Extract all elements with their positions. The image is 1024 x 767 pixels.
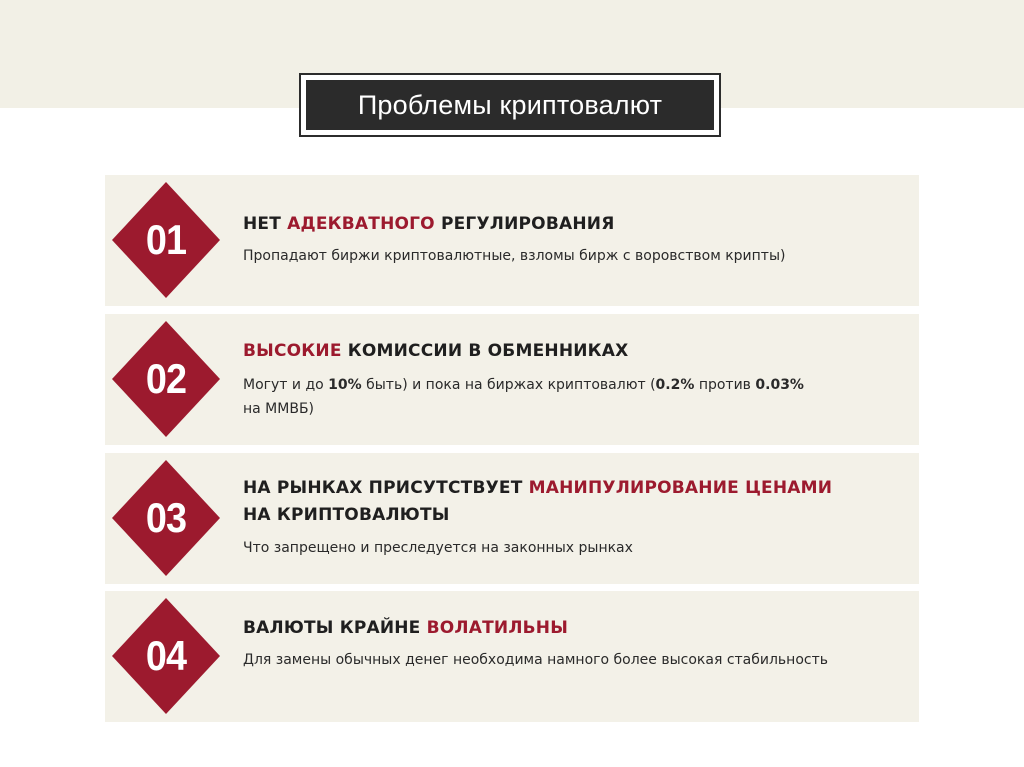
card-body bbox=[243, 475, 911, 560]
card-body bbox=[243, 615, 911, 672]
headline-accent: ВЫСОКИЕ bbox=[243, 341, 342, 361]
desc-text: быть) и пока на биржах криптовалют ( bbox=[361, 377, 656, 393]
badge-number: 01 bbox=[145, 216, 187, 263]
problem-card-3 bbox=[105, 453, 919, 584]
number-badge bbox=[111, 597, 221, 715]
headline-text: НЕТ bbox=[243, 214, 288, 234]
badge-number: 03 bbox=[145, 494, 187, 541]
headline-text: ВАЛЮТЫ КРАЙНЕ bbox=[243, 618, 427, 638]
card-body bbox=[243, 338, 911, 421]
desc-text: против bbox=[694, 377, 756, 393]
headline-accent: АДЕКВАТНОГО bbox=[287, 214, 435, 234]
card-description: Пропадают биржи криптовалютные, взломы бирж с воровством крипты) bbox=[243, 248, 786, 264]
card-description: Для замены обычных денег необходима намного более высокая стабильность bbox=[243, 652, 828, 668]
slide-title: Проблемы криптовалют bbox=[306, 80, 714, 130]
card-description bbox=[243, 373, 911, 421]
desc-bold: 0.2% bbox=[655, 377, 695, 393]
desc-bold: 10% bbox=[328, 377, 362, 393]
title-frame bbox=[299, 73, 721, 137]
card-headline bbox=[243, 211, 911, 238]
headline-accent: ВОЛАТИЛЬНЫ bbox=[426, 618, 569, 638]
card-description: Что запрещено и преследуется на законных рынках bbox=[243, 540, 633, 556]
headline-accent: МАНИПУЛИРОВАНИЕ ЦЕНАМИ bbox=[528, 478, 833, 498]
desc-text: на ММВБ) bbox=[243, 401, 315, 417]
card-headline bbox=[243, 338, 911, 365]
number-badge bbox=[111, 459, 221, 577]
card-headline bbox=[243, 475, 911, 529]
badge-number: 04 bbox=[145, 632, 187, 679]
headline-text: РЕГУЛИРОВАНИЯ bbox=[434, 214, 615, 234]
number-badge bbox=[111, 181, 221, 299]
number-badge bbox=[111, 320, 221, 438]
desc-bold: 0.03% bbox=[755, 377, 804, 393]
headline-text: НА РЫНКАХ ПРИСУТСТВУЕТ bbox=[243, 478, 529, 498]
headline-text: КОМИССИИ В ОБМЕННИКАХ bbox=[341, 341, 629, 361]
card-headline bbox=[243, 615, 911, 642]
headline-text: НА КРИПТОВАЛЮТЫ bbox=[243, 505, 450, 525]
card-body bbox=[243, 211, 911, 268]
badge-number: 02 bbox=[145, 355, 187, 402]
problem-card-4 bbox=[105, 591, 919, 722]
problem-card-2 bbox=[105, 314, 919, 445]
desc-text: Могут и до bbox=[243, 377, 329, 393]
problem-card-1 bbox=[105, 175, 919, 306]
